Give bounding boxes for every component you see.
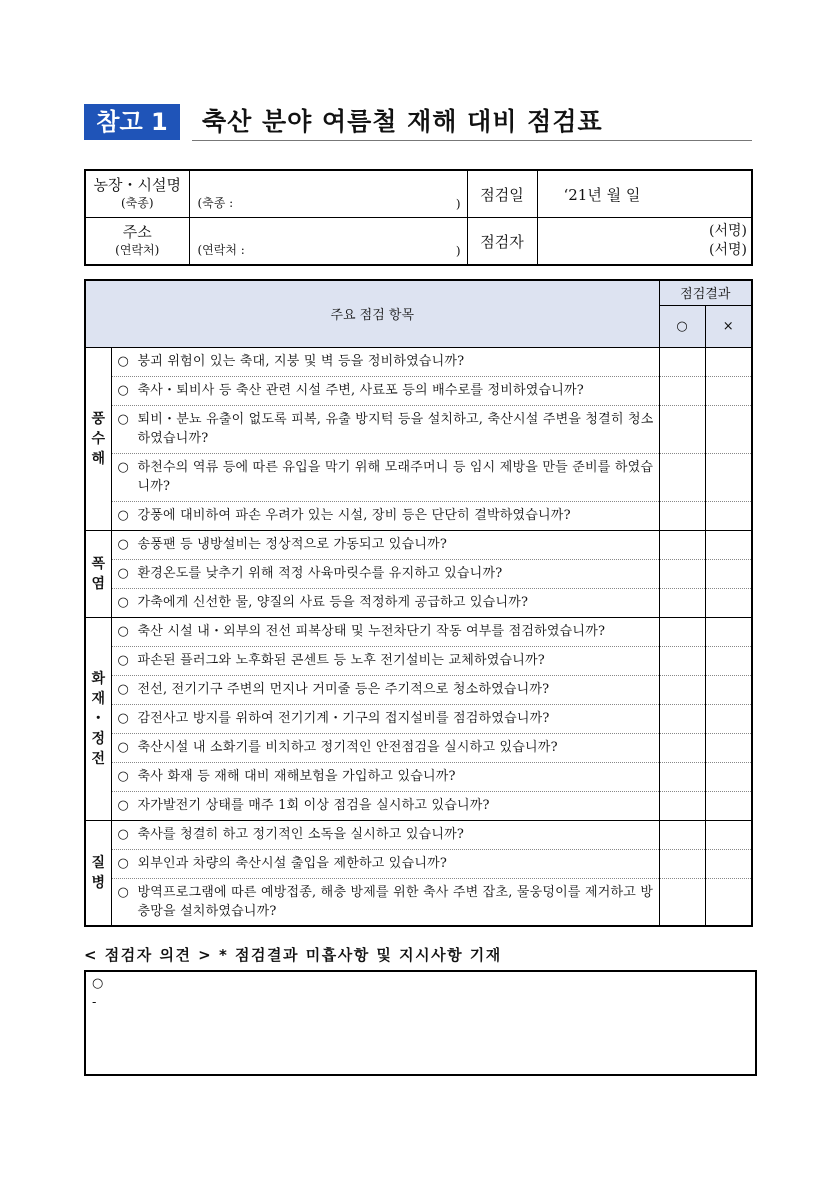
table-row	[85, 559, 752, 588]
result-o-cell[interactable]	[659, 376, 705, 405]
checklist-table	[84, 279, 753, 927]
table-row	[85, 704, 752, 733]
result-x-cell[interactable]	[705, 530, 752, 559]
check-item	[111, 376, 659, 405]
check-item-text: 자가발전기 상태를 매주 1회 이상 점검을 실시하고 있습니까?	[137, 798, 490, 813]
opinion-box[interactable]	[84, 970, 757, 1076]
address-label-text: 주소	[122, 223, 152, 241]
category-label: 풍 수 해	[85, 347, 111, 530]
check-item-text: 외부인과 차량의 축산시설 출입을 제한하고 있습니까?	[137, 856, 448, 871]
result-x-cell[interactable]	[705, 453, 752, 501]
result-x-cell[interactable]	[705, 878, 752, 926]
check-item	[111, 762, 659, 791]
result-x-cell[interactable]	[705, 820, 752, 849]
inspection-date-field[interactable]	[537, 170, 752, 218]
check-item	[111, 405, 659, 453]
signature-1: (서명)	[709, 223, 747, 239]
check-item	[111, 878, 659, 926]
farm-type-prefix: (축종 :	[197, 196, 234, 210]
result-o-cell[interactable]	[659, 405, 705, 453]
result-o-cell[interactable]	[659, 791, 705, 820]
result-o-cell[interactable]	[659, 820, 705, 849]
check-item	[111, 501, 659, 530]
result-x-cell[interactable]	[705, 762, 752, 791]
category-label: 질 병	[85, 820, 111, 926]
result-x-header: ×	[705, 305, 752, 347]
check-item-text: 붕괴 위험이 있는 축대, 지붕 및 벽 등을 정비하였습니까?	[137, 354, 465, 369]
reference-badge: 참고 1	[84, 104, 180, 140]
table-row	[85, 646, 752, 675]
result-o-cell[interactable]	[659, 733, 705, 762]
farm-type-label-text: (축종)	[120, 196, 154, 210]
opinion-line-1: ○	[92, 976, 104, 991]
result-o-cell[interactable]	[659, 347, 705, 376]
farm-name-label	[85, 170, 189, 218]
result-o-cell[interactable]	[659, 453, 705, 501]
result-o-cell[interactable]	[659, 704, 705, 733]
result-o-cell[interactable]	[659, 588, 705, 617]
bullet: ○	[117, 412, 129, 427]
bullet: ○	[117, 354, 129, 369]
table-row	[85, 376, 752, 405]
farm-name-field[interactable]	[189, 170, 467, 218]
address-field[interactable]	[189, 218, 467, 266]
result-o-cell[interactable]	[659, 675, 705, 704]
inspection-date-label: 점검일	[467, 170, 537, 218]
bullet: ○	[117, 566, 129, 581]
opinion-line-2: -	[92, 995, 97, 1010]
table-row	[85, 675, 752, 704]
result-o-cell[interactable]	[659, 559, 705, 588]
farm-name-label-text: 농장・시설명	[93, 176, 181, 194]
result-o-cell[interactable]	[659, 762, 705, 791]
result-x-cell[interactable]	[705, 733, 752, 762]
check-item-text: 축사 화재 등 재해 대비 재해보험을 가입하고 있습니까?	[137, 769, 456, 784]
check-item-text: 축산시설 내 소화기를 비치하고 정기적인 안전점검을 실시하고 있습니까?	[137, 740, 558, 755]
result-o-cell[interactable]	[659, 849, 705, 878]
result-x-cell[interactable]	[705, 501, 752, 530]
table-row	[85, 588, 752, 617]
check-item	[111, 791, 659, 820]
check-item-text: 축사・퇴비사 등 축산 관련 시설 주변, 사료포 등의 배수로를 정비하였습니까?	[137, 383, 584, 398]
bullet: ○	[117, 827, 129, 842]
result-x-cell[interactable]	[705, 675, 752, 704]
result-o-cell[interactable]	[659, 530, 705, 559]
table-row	[85, 849, 752, 878]
page-title: 축산 분야 여름철 재해 대비 점검표	[202, 107, 603, 136]
items-header: 주요 점검 항목	[85, 280, 659, 347]
bullet: ○	[117, 460, 129, 475]
check-item	[111, 646, 659, 675]
result-o-cell[interactable]	[659, 501, 705, 530]
table-row	[85, 791, 752, 820]
result-o-cell[interactable]	[659, 617, 705, 646]
inspector-signature-field[interactable]	[537, 218, 752, 266]
check-item	[111, 849, 659, 878]
check-item	[111, 675, 659, 704]
result-x-cell[interactable]	[705, 646, 752, 675]
result-header: 점검결과	[659, 280, 752, 305]
check-item-text: 퇴비・분뇨 유출이 없도록 피복, 유출 방지턱 등을 설치하고, 축산시설 주변을 청결히 청소하였습니까?	[137, 412, 654, 446]
bullet: ○	[117, 798, 129, 813]
result-x-cell[interactable]	[705, 347, 752, 376]
table-row	[85, 405, 752, 453]
check-item-text: 축사를 청결히 하고 정기적인 소독을 실시하고 있습니까?	[137, 827, 465, 842]
bullet: ○	[117, 537, 129, 552]
check-item-text: 전선, 전기기구 주변의 먼지나 거미줄 등은 주기적으로 청소하였습니까?	[137, 682, 550, 697]
table-row	[85, 453, 752, 501]
table-row	[85, 530, 752, 559]
inspection-date-value: ‘21년 월 일	[563, 185, 641, 204]
result-x-cell[interactable]	[705, 791, 752, 820]
inspector-label: 점검자	[467, 218, 537, 266]
check-item	[111, 820, 659, 849]
table-row	[85, 762, 752, 791]
table-row	[85, 820, 752, 849]
check-item	[111, 704, 659, 733]
check-item	[111, 347, 659, 376]
farm-type-close: )	[455, 197, 461, 211]
check-item-text: 가축에게 신선한 물, 양질의 사료 등을 적정하게 공급하고 있습니까?	[137, 595, 529, 610]
bullet: ○	[117, 383, 129, 398]
bullet: ○	[117, 682, 129, 697]
table-row	[85, 347, 752, 376]
check-item-text: 파손된 플러그와 노후화된 콘센트 등 노후 전기설비는 교체하였습니까?	[137, 653, 545, 668]
info-table	[84, 169, 753, 266]
bullet: ○	[117, 740, 129, 755]
result-x-cell[interactable]	[705, 849, 752, 878]
table-row	[85, 733, 752, 762]
bullet: ○	[117, 856, 129, 871]
contact-close: )	[455, 244, 461, 258]
bullet: ○	[117, 711, 129, 726]
table-row	[85, 878, 752, 926]
bullet: ○	[117, 884, 129, 900]
result-o-cell[interactable]	[659, 878, 705, 926]
check-item-text: 송풍팬 등 냉방설비는 정상적으로 가동되고 있습니까?	[137, 537, 448, 552]
check-item-text: 방역프로그램에 따른 예방접종, 해충 방제를 위한 축사 주변 잡초, 물웅덩이를 제거하고 방충망을 설치하였습니까?	[137, 884, 654, 919]
page-header	[84, 104, 752, 142]
result-x-cell[interactable]	[705, 376, 752, 405]
address-label	[85, 218, 189, 266]
check-item	[111, 559, 659, 588]
result-o-header: ○	[659, 305, 705, 347]
check-item-text: 환경온도를 낮추기 위해 적정 사육마릿수를 유지하고 있습니까?	[137, 566, 503, 581]
bullet: ○	[117, 508, 129, 523]
table-row	[85, 501, 752, 530]
signature-2: (서명)	[709, 242, 747, 258]
category-label: 화 재 ・ 정 전	[85, 617, 111, 820]
result-o-cell[interactable]	[659, 646, 705, 675]
check-item-text: 감전사고 방지를 위하여 전기기계・기구의 접지설비를 점검하였습니까?	[137, 711, 550, 726]
bullet: ○	[117, 624, 129, 639]
check-item	[111, 453, 659, 501]
bullet: ○	[117, 769, 129, 784]
result-x-cell[interactable]	[705, 617, 752, 646]
check-item-text: 하천수의 역류 등에 따른 유입을 막기 위해 모래주머니 등 임시 제방을 만들 준비를 하였습니까?	[137, 460, 654, 494]
contact-label-text: (연락처)	[115, 243, 160, 257]
bullet: ○	[117, 595, 129, 610]
check-item	[111, 733, 659, 762]
title-underline	[192, 140, 752, 141]
check-item	[111, 588, 659, 617]
contact-prefix: (연락처 :	[197, 243, 245, 257]
opinion-heading: < 점검자 의견 > * 점검결과 미흡사항 및 지시사항 기재	[84, 946, 502, 964]
result-x-cell[interactable]	[705, 559, 752, 588]
check-item	[111, 617, 659, 646]
check-item	[111, 530, 659, 559]
result-x-cell[interactable]	[705, 704, 752, 733]
result-x-cell[interactable]	[705, 588, 752, 617]
bullet: ○	[117, 653, 129, 668]
table-row	[85, 617, 752, 646]
checklist-body	[85, 347, 752, 926]
check-item-text: 축산 시설 내・외부의 전선 피복상태 및 누전차단기 작동 여부를 점검하였습니까?	[137, 624, 606, 639]
check-item-text: 강풍에 대비하여 파손 우려가 있는 시설, 장비 등은 단단히 결박하였습니까?	[137, 508, 571, 523]
category-label: 폭 염	[85, 530, 111, 617]
result-x-cell[interactable]	[705, 405, 752, 453]
